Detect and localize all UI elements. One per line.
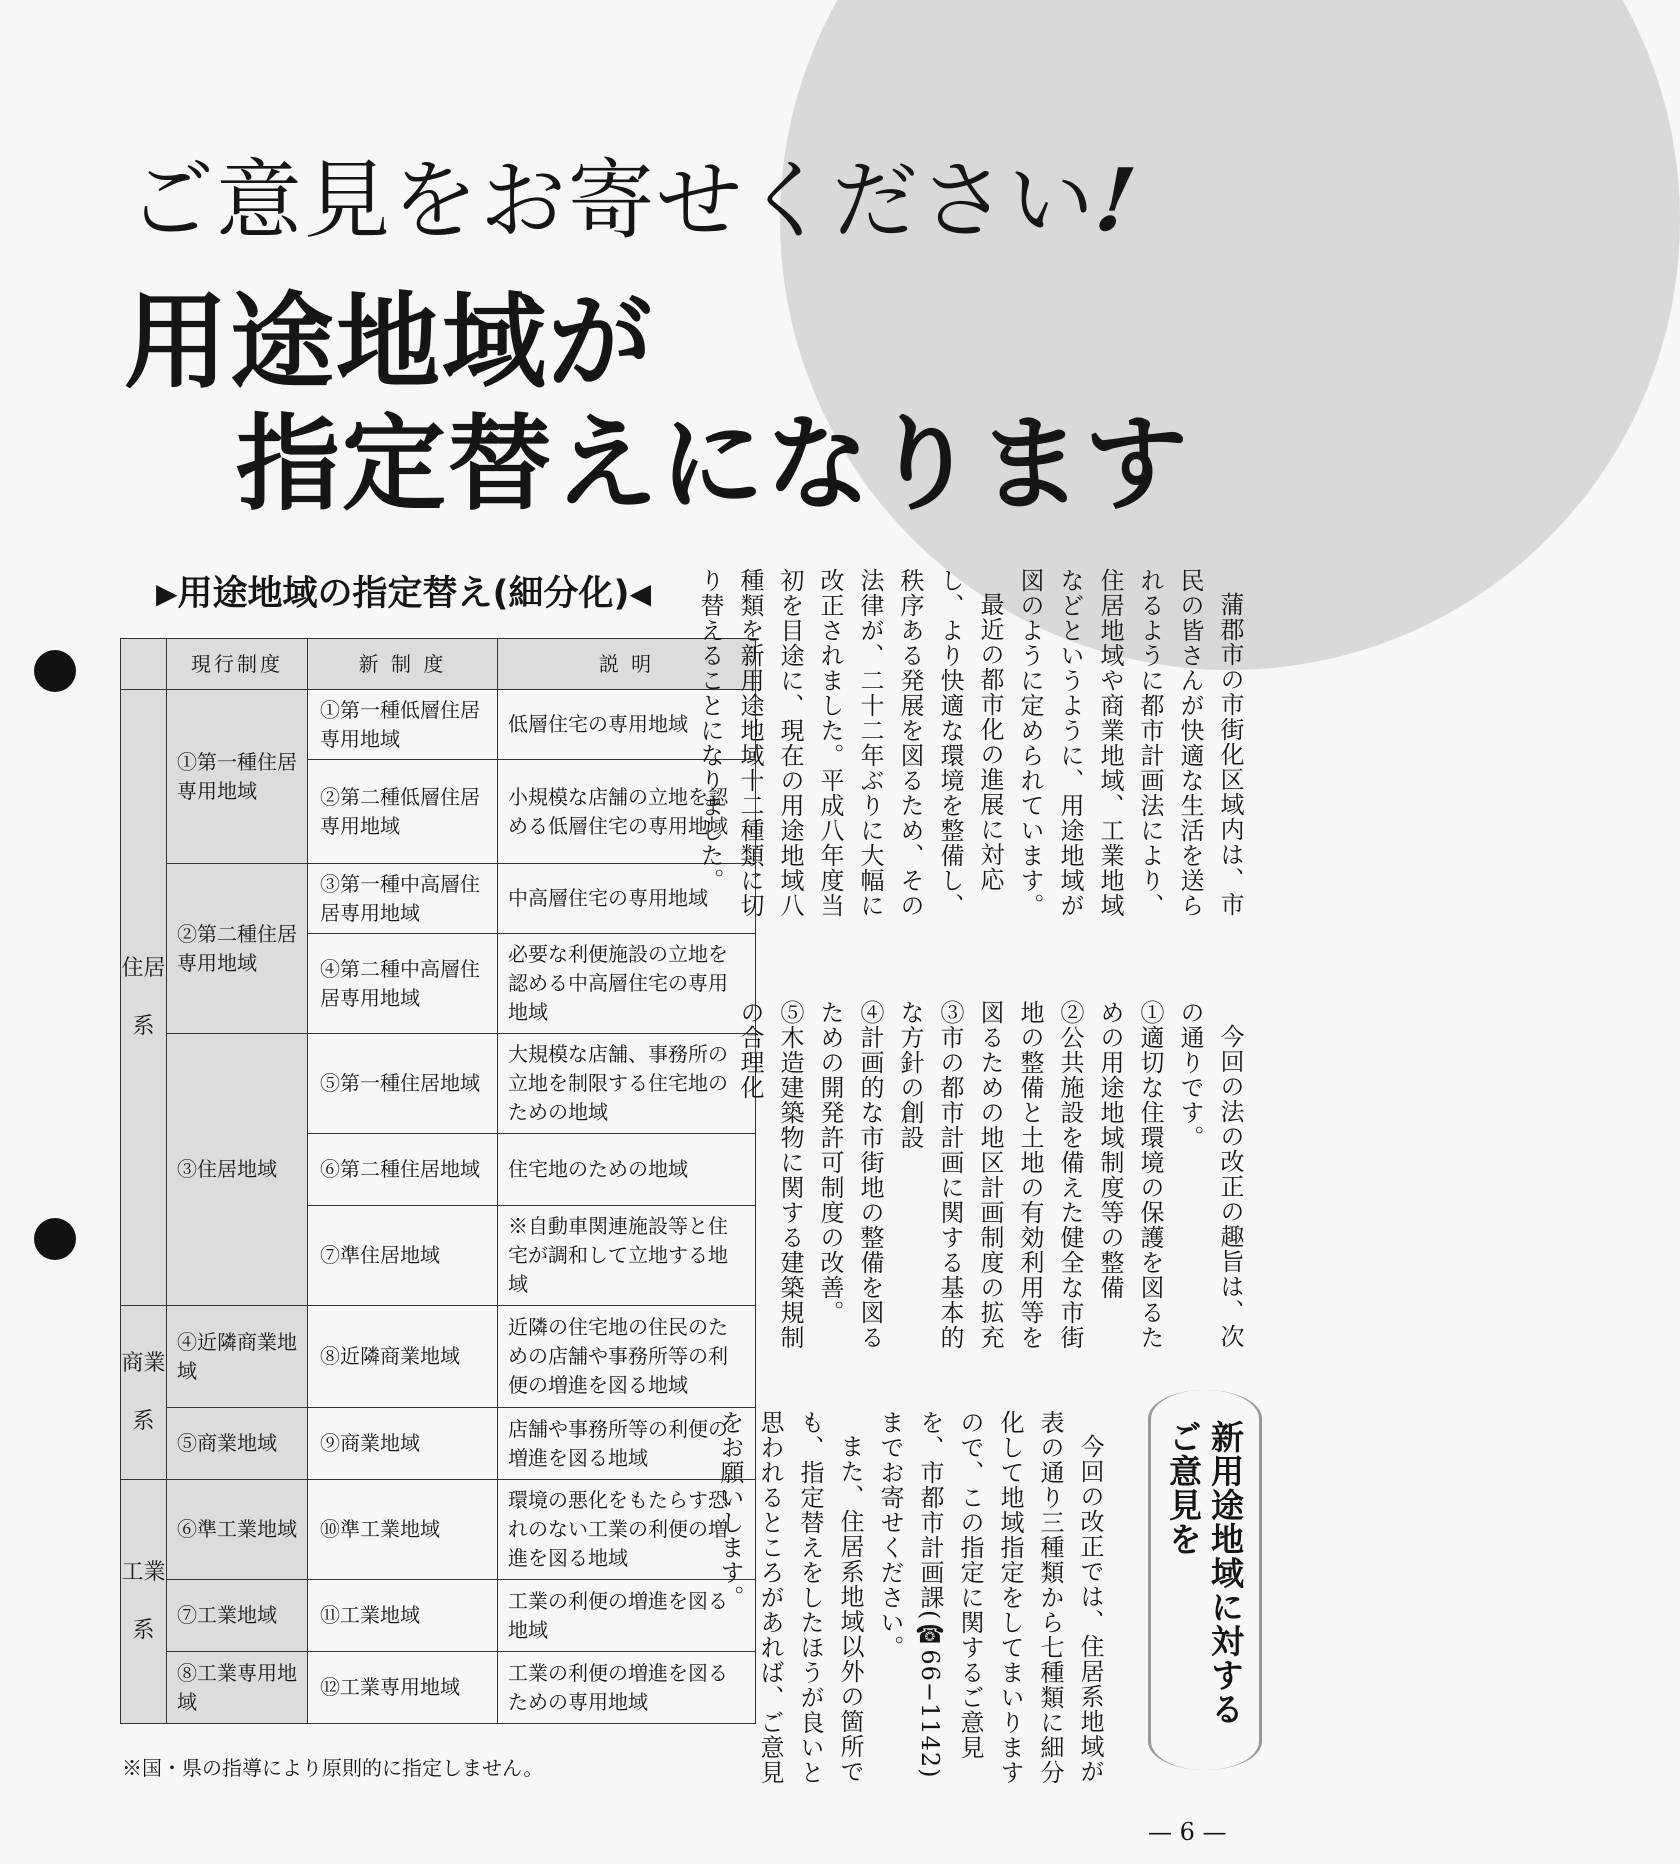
zone-description: ※自動車関連施設等と住宅が調和して立地する地域 <box>498 1206 756 1306</box>
triangle-left-icon: ◀ <box>629 577 652 610</box>
opinion-request-paragraph: 今回の改正では、住居系地域が表の通り三種類から七種類に細分化して地域指定をしてまいりますので、この指定に関するご意見を、市都市計画課(☎66−1142)までお寄せください。 <box>876 1410 1104 1785</box>
background-paragraph: 最近の都市化の進展に対応し、より快適な環境を整備し、秩序ある発展を図るため、その法律が、二十二年ぶりに大幅に改正されました。平成八年度当初を目途に、現在の用途地域八種類を新用途地域十二種類に切り替えることになりました。 <box>696 568 1004 918</box>
zone-description: 店舗や事務所等の利便の増進を図る地域 <box>498 1408 756 1480</box>
purpose-lead: 今回の法の改正の趣旨は、次の通りです。 <box>1176 1000 1244 1349</box>
new-zone: ⑩準工業地域 <box>308 1480 498 1580</box>
table-header-row <box>121 639 756 690</box>
additional-request-paragraph: また、住居系地域以外の箇所でも、指定替えをしたほうが良いと思われるところがあれば、ご意見をお願いします。 <box>716 1410 864 1785</box>
binder-hole-top <box>34 650 76 692</box>
zone-description: 大規模な店舗、事務所の立地を制限する住宅地のための地域 <box>498 1034 756 1134</box>
new-zone: ⑪工業地域 <box>308 1580 498 1652</box>
old-zone: ②第二種住居専用地域 <box>167 864 308 1034</box>
table-row <box>121 1480 756 1580</box>
table-row <box>121 1034 756 1134</box>
new-zone: ②第二種低層住居専用地域 <box>308 760 498 864</box>
column-header-description: 説 明 <box>498 639 756 690</box>
old-zone: ④近隣商業地域 <box>167 1306 308 1408</box>
purpose-item-3: ③市の都市計画に関する基本的な方針の創設 <box>896 1000 964 1350</box>
triangle-right-icon: ▶ <box>156 577 178 610</box>
new-zone: ③第一種中高層住居専用地域 <box>308 864 498 934</box>
table-row <box>121 864 756 934</box>
old-zone: ③住居地域 <box>167 1034 308 1306</box>
zone-description: 近隣の住宅地の住民のための店舗や事務所等の利便の増進を図る地域 <box>498 1306 756 1408</box>
page-number: — 6 — <box>1148 1818 1227 1846</box>
category-industrial: 工業系 <box>121 1480 167 1724</box>
page-title-line1: 用途地域が <box>124 281 655 403</box>
new-zone: ④第二種中高層住居専用地域 <box>308 934 498 1034</box>
new-zone: ⑨商業地域 <box>308 1408 498 1480</box>
zone-description: 工業の利便の増進を図るための専用地域 <box>498 1652 756 1724</box>
new-zone: ⑤第一種住居地域 <box>308 1034 498 1134</box>
category-residential: 住居系 <box>121 690 167 1306</box>
intro-paragraph: 蒲郡市の市街化区域内は、市民の皆さんが快適な生活を送られるように都市計画法により、住居地域や商業地域、工業地域などというように、用途地域が図のように定められています。 <box>1016 568 1244 918</box>
table-row <box>121 1306 756 1408</box>
new-zone: ⑫工業専用地域 <box>308 1652 498 1724</box>
zone-description: 工業の利便の増進を図る地域 <box>498 1580 756 1652</box>
section-heading: 新用途地域に対するご意見を <box>1164 1420 1245 1726</box>
binder-hole-bottom <box>34 1218 76 1260</box>
page-title-line2: 指定替えになります <box>236 403 1191 525</box>
purpose-item-5: ⑤木造建築物に関する建築規制の合理化 <box>736 1000 804 1350</box>
category-commercial: 商業系 <box>121 1306 167 1480</box>
zone-description: 住宅地のための地域 <box>498 1134 756 1206</box>
body-column-top <box>696 568 1250 948</box>
column-header-new: 新 制 度 <box>308 639 498 690</box>
zone-description: 中高層住宅の専用地域 <box>498 864 756 934</box>
table-heading: ▶用途地域の指定替え(細分化)◀ <box>156 570 736 618</box>
exclamation-mark: ! <box>1079 150 1153 251</box>
old-zone: ⑥準工業地域 <box>167 1480 308 1580</box>
new-zone: ⑦準住居地域 <box>308 1206 498 1306</box>
zone-description: 小規模な店舗の立地を認める低層住宅の専用地域 <box>498 760 756 864</box>
zone-description: 環境の悪化をもたらす恐れのない工業の利便の増進を図る地域 <box>498 1480 756 1580</box>
column-header-category <box>121 639 167 690</box>
zone-description: 低層住宅の専用地域 <box>498 690 756 760</box>
old-zone: ⑤商業地域 <box>167 1408 308 1480</box>
new-zone: ⑥第二種住居地域 <box>308 1134 498 1206</box>
body-column-middle <box>736 1000 1250 1370</box>
table-footnote: ※国・県の指導により原則的に指定しません。 <box>122 1756 544 1780</box>
table-row <box>121 690 756 760</box>
table-row <box>121 1580 756 1652</box>
column-header-current: 現行制度 <box>167 639 308 690</box>
zone-description: 必要な利便施設の立地を認める中高層住宅の専用地域 <box>498 934 756 1034</box>
purpose-item-1: ①適切な住環境の保護を図るための用途地域制度等の整備 <box>1096 1000 1164 1350</box>
zoning-table <box>120 638 756 1724</box>
catch-phrase: ご意見をお寄せください! <box>128 150 1153 251</box>
body-column-bottom <box>716 1410 1110 1800</box>
old-zone: ⑧工業専用地域 <box>167 1652 308 1724</box>
table-row <box>121 1408 756 1480</box>
new-zone: ①第一種低層住居専用地域 <box>308 690 498 760</box>
new-zone: ⑧近隣商業地域 <box>308 1306 498 1408</box>
purpose-item-4: ④計画的な市街地の整備を図るための開発許可制度の改善。 <box>816 1000 884 1350</box>
purpose-item-2: ②公共施設を備えた健全な市街地の整備と土地の有効利用等を図るための地区計画制度の拡充 <box>976 1000 1084 1350</box>
table-row <box>121 1652 756 1724</box>
old-zone: ⑦工業地域 <box>167 1580 308 1652</box>
old-zone: ①第一種住居専用地域 <box>167 690 308 864</box>
